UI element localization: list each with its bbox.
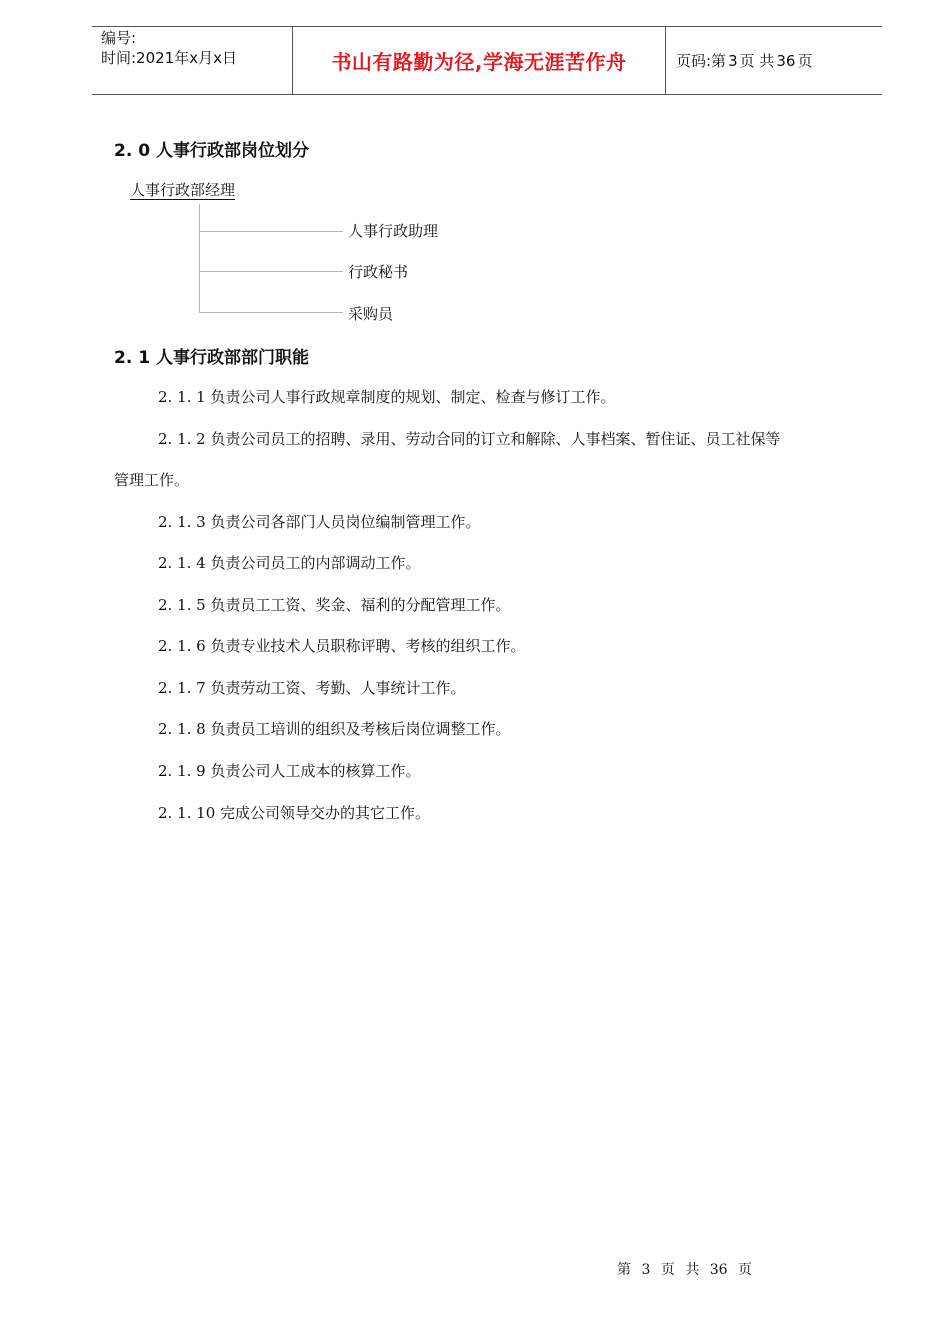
org-root-manager: 人事行政部经理 [130, 181, 236, 199]
footer-ye2: 页 [738, 1262, 753, 1278]
org-child-purchaser: 采购员 [348, 305, 394, 323]
header-motto-cell [292, 27, 666, 94]
page-mid: 页 共 [739, 52, 775, 70]
duty-item-continuation: 管理工作。 [114, 471, 190, 489]
duty-item: 2. 1. 9 负责公司人工成本的核算工作。 [158, 762, 421, 780]
duty-item: 2. 1. 2 负责公司员工的招聘、录用、劳动合同的订立和解除、人事档案、暂住证、员工社保等 [158, 430, 781, 448]
section-2-1-title: 2. 1 人事行政部部门职能 [114, 348, 309, 368]
page-suffix: 页 [797, 52, 813, 70]
code-label: 编号: [101, 29, 137, 47]
page-prefix: 页码:第 [676, 52, 727, 70]
org-connector-vertical [199, 204, 200, 313]
duty-item: 2. 1. 6 负责专业技术人员职称评聘、考核的组织工作。 [158, 637, 526, 655]
footer-total: 36 [709, 1262, 728, 1278]
org-connector-2 [199, 271, 343, 272]
page-header [92, 26, 882, 95]
header-page-number [666, 27, 882, 94]
footer-ye: 页 [660, 1262, 675, 1278]
duty-item: 2. 1. 5 负责员工工资、奖金、福利的分配管理工作。 [158, 596, 511, 614]
duty-item: 2. 1. 3 负责公司各部门人员岗位编制管理工作。 [158, 513, 481, 531]
duty-item: 2. 1. 10 完成公司领导交办的其它工作。 [158, 804, 431, 822]
org-child-secretary: 行政秘书 [348, 263, 409, 281]
footer-page: 3 [641, 1262, 651, 1278]
header-meta [92, 27, 292, 94]
duty-item: 2. 1. 4 负责公司员工的内部调动工作。 [158, 554, 421, 572]
org-connector-1 [199, 231, 343, 232]
org-connector-3 [199, 312, 343, 313]
footer-gong: 共 [685, 1262, 700, 1278]
org-child-assistant: 人事行政助理 [348, 222, 439, 240]
page-footer [617, 1259, 758, 1279]
duty-item: 2. 1. 1 负责公司人事行政规章制度的规划、制定、检查与修订工作。 [158, 388, 616, 406]
section-2-0-title: 2. 0 人事行政部岗位划分 [114, 141, 309, 161]
page-num: 3 [728, 51, 738, 70]
duty-item: 2. 1. 8 负责员工培训的组织及考核后岗位调整工作。 [158, 720, 511, 738]
page-total: 36 [776, 51, 796, 70]
time-label: 时间:2021年x月x日 [101, 49, 237, 67]
footer-di: 第 [617, 1262, 631, 1278]
duty-item: 2. 1. 7 负责劳动工资、考勤、人事统计工作。 [158, 679, 466, 697]
motto-text: 书山有路勤为径,学海无涯苦作舟 [331, 50, 627, 74]
